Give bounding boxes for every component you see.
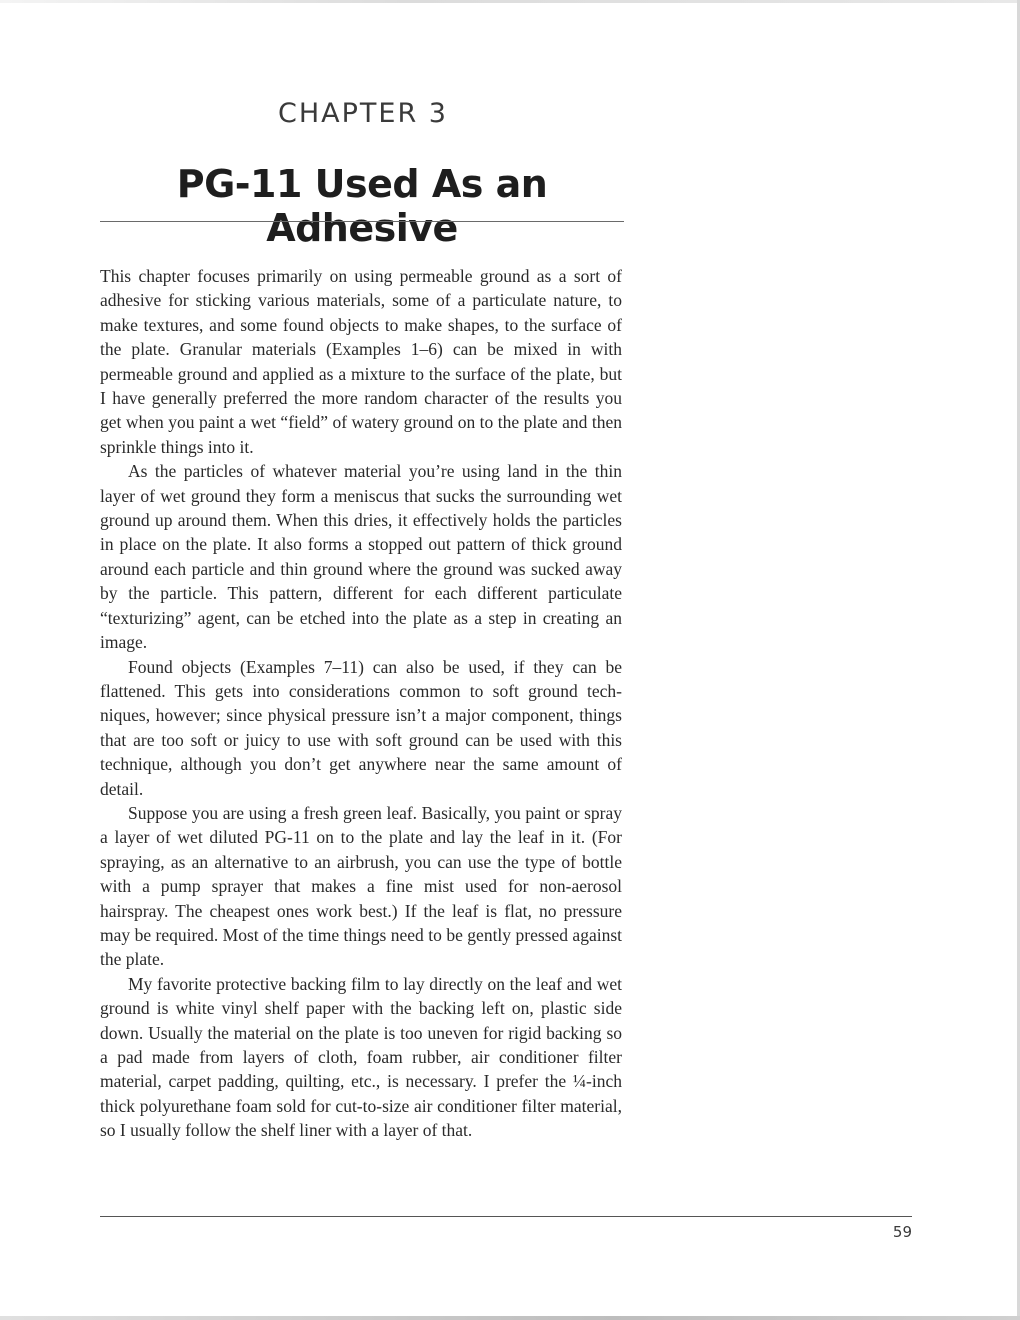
paragraph-3: Found objects (Examples 7–11) can also be used, if they can be flattened. This gets into considerations common to soft ground techniques, however; since physical pressure isn’t a major component, things that are too soft or juicy to use with soft ground can be used with this technique, although you don’t get anywhere near the same amount of detail.: [100, 656, 622, 799]
paragraph-1: This chapter focuses primarily on using permeable ground as a sort of adhesive for sticking various materials, some of a particulate nature, to make textures, and some found objects to make shapes, to the surface of the plate. Granular materials (Examples 1–6) can be mixed in with permeable ground and applied as a mixture to the surface of the plate, but I have generally preferred the more random character of the results you get when you paint a wet “field” of watery ground on to the plate and then sprinkle things into it.: [100, 266, 622, 457]
paragraph-2: As the particles of whatever material you’re using land in the thin layer of wet ground they form a meniscus that sucks the surrounding wet ground up around them. When this dries, it effectively holds the particles in place on the plate. It also forms a stopped out pattern of thick ground around each particle and thin ground where the ground was sucked away by the particle. This pattern, different for each different particulate “texturizing” agent, can be etched into the plate as a step in creating an image.: [100, 461, 622, 653]
page-edge-top: [0, 0, 1020, 3]
page-edge-bottom: [0, 1316, 1020, 1320]
chapter-title: PG-11 Used As an Adhesive: [176, 162, 548, 250]
chapter-label: CHAPTER 3: [278, 98, 448, 129]
title-rule: [100, 221, 624, 222]
paragraph-4: Suppose you are using a fresh green leaf. Basically, you paint or spray a layer of wet diluted PG-11 on to the plate and lay the leaf in it. (For spraying, as an alternative to an airbrush, you can use the type of bottle with a pump sprayer that makes a fine mist used for non-aerosol hairspray. The cheapest ones work best.) If the leaf is flat, no pressure may be required. Most of the time things need to be gently pressed against the plate.: [100, 802, 622, 970]
page-number: 59: [892, 1223, 912, 1241]
paragraph-5: My favorite protective backing film to lay directly on the leaf and wet ground is white vinyl shelf paper with the backing left on, plastic side down. Usually the material on the plate is too uneven for rigid backing so a pad made from layers of cloth, foam rubber, air conditioner filter material, carpet padding, quilting, etc., is necessary. I prefer the ¼-inch thick polyurethane foam sold for cut-to-size air conditioner filter material, so I usually follow the shelf liner with a layer of that.: [100, 973, 622, 1141]
footer-rule: [100, 1216, 912, 1217]
body-text: [100, 264, 622, 1143]
